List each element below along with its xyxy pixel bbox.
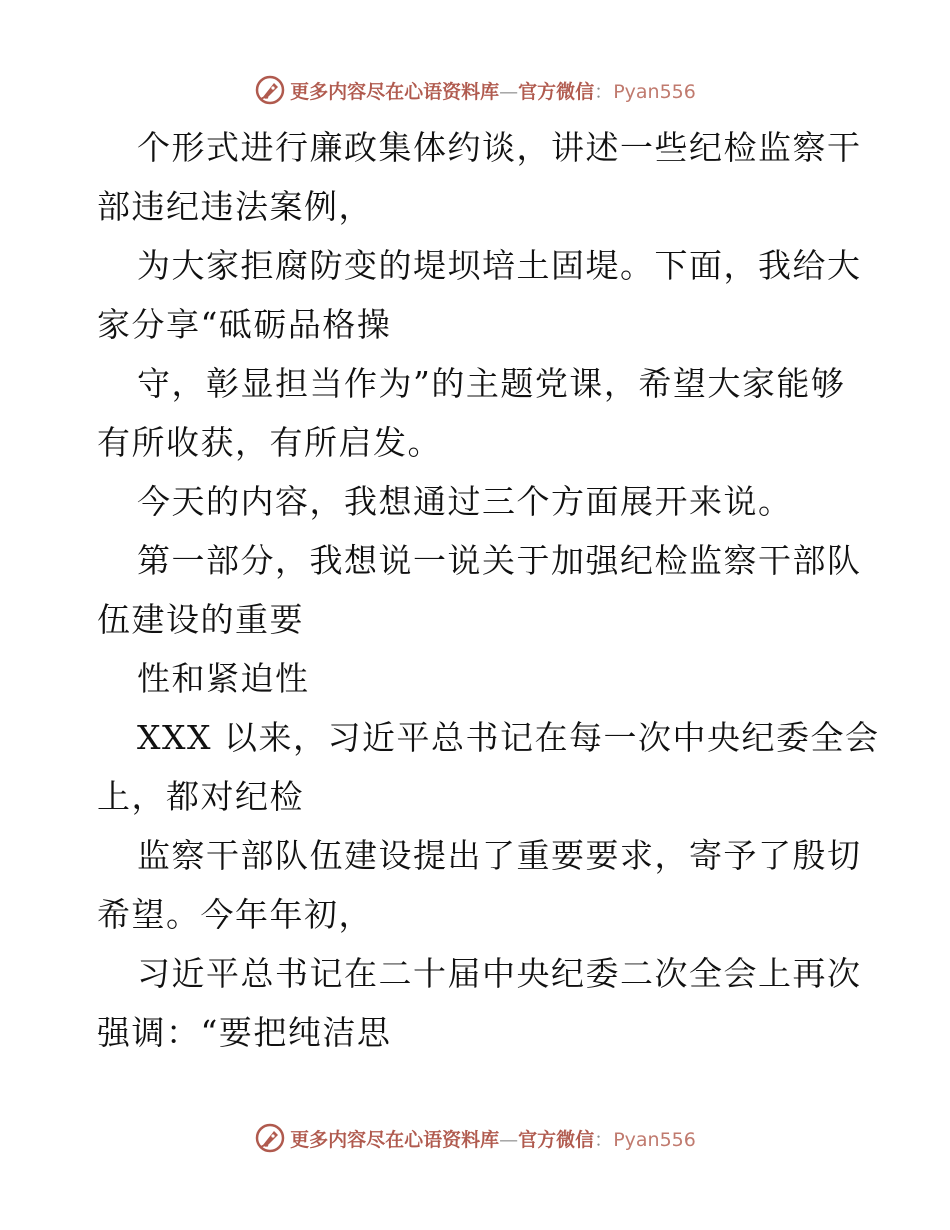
paragraph-line: 守，彰显担当作为”的主题党课，希望大家能够 [137, 364, 846, 403]
footer-watermark [0, 1118, 950, 1158]
paragraph-line: 监察干部队伍建设提出了重要要求，寄予了殷切 [137, 836, 862, 875]
paragraph-line: 伍建设的重要 [97, 600, 304, 639]
watermark-text [290, 1125, 696, 1152]
paragraph-line: 有所收获，有所启发。 [97, 423, 442, 462]
watermark-separator: ： [594, 1128, 614, 1151]
paragraph-line: 强调：“要把纯洁思 [97, 1013, 392, 1052]
paragraph-line: 部违纪违法案例， [97, 187, 373, 226]
paragraph-line: 为大家拒腐防变的堤坝培土固堤。下面，我给大 [137, 246, 862, 285]
watermark-wechat-id: Pyan556 [613, 1128, 696, 1151]
paragraph-line: 希望。今年年初， [97, 895, 373, 934]
paragraph-line: 性和紧迫性 [137, 659, 310, 698]
paragraph-line: 今天的内容，我想通过三个方面展开来说。 [137, 482, 793, 521]
paragraph-line: 个形式进行廉政集体约谈，讲述一些纪检监察干 [137, 128, 862, 167]
paragraph-line: 习近平总书记在二十届中央纪委二次全会上再次 [137, 954, 862, 993]
watermark-label: 官方微信 [518, 80, 595, 103]
pen-nib-circle-icon [254, 1122, 286, 1154]
header-watermark [0, 70, 950, 110]
watermark-separator: ： [594, 80, 614, 103]
watermark-dash: — [499, 80, 519, 103]
paragraph-line: 家分享“砥砺品格操 [97, 305, 392, 344]
document-body [97, 118, 880, 1062]
paragraph-line: 上，都对纪检 [97, 777, 304, 816]
watermark-text [290, 77, 696, 104]
watermark-label: 官方微信 [518, 1128, 595, 1151]
watermark-wechat-id: Pyan556 [613, 80, 696, 103]
watermark-dash: — [499, 1128, 519, 1151]
paragraph-line: XXX 以来，习近平总书记在每一次中央纪委全会 [137, 718, 880, 757]
watermark-main-text: 更多内容尽在心语资料库 [290, 80, 500, 103]
pen-nib-circle-icon [254, 74, 286, 106]
paragraph-line: 第一部分，我想说一说关于加强纪检监察干部队 [137, 541, 862, 580]
watermark-main-text: 更多内容尽在心语资料库 [290, 1128, 500, 1151]
